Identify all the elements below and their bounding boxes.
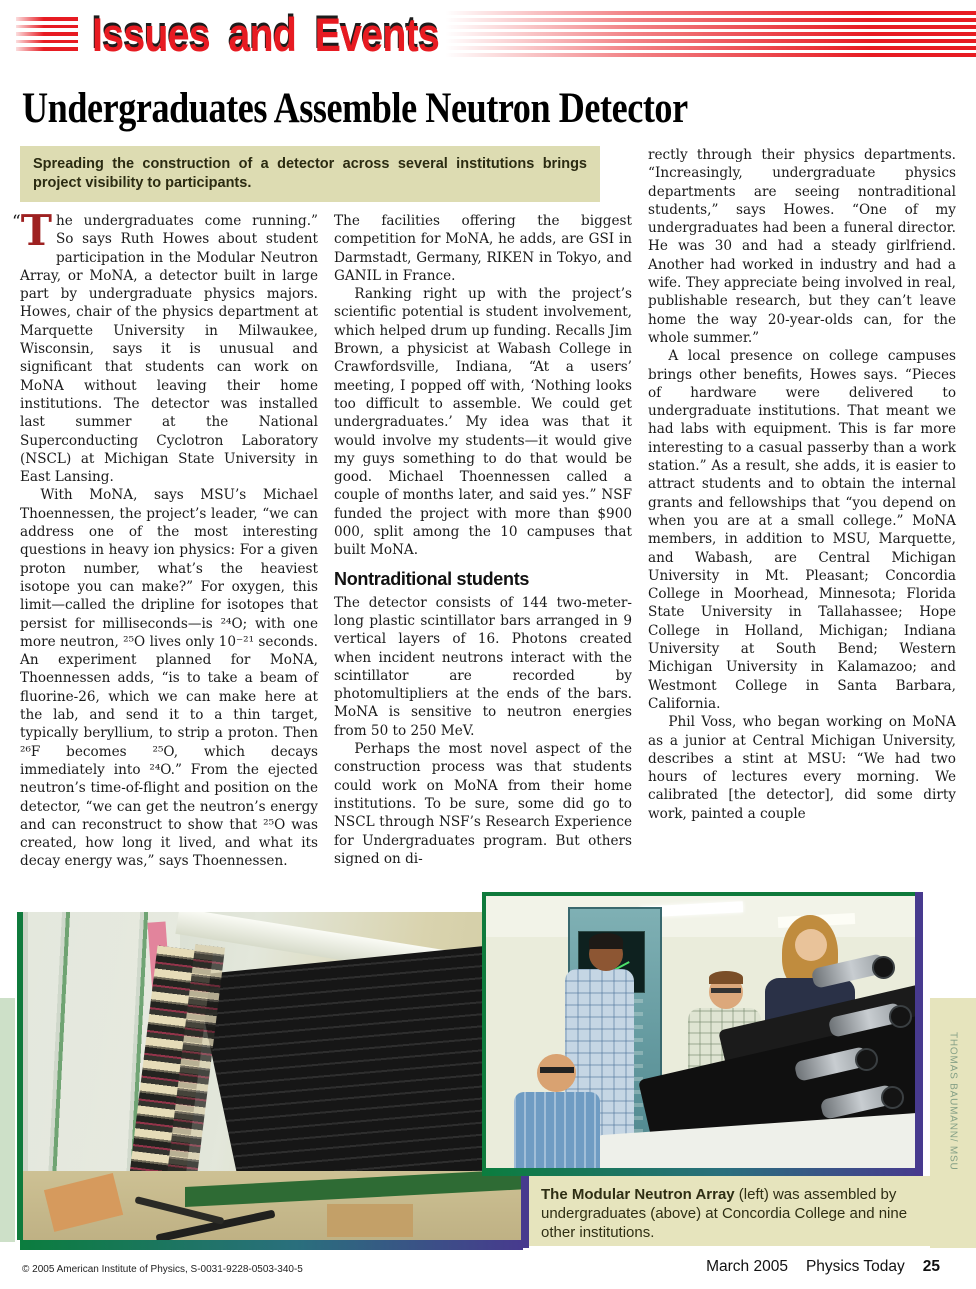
figure-caption-box	[529, 1176, 935, 1246]
photo-bottom-gradient-bar	[20, 1240, 523, 1250]
student-graphic	[711, 988, 741, 993]
paragraph: The detector consists of 144 two-meter-long plastic scintillator bars arranged in 9 vertical layers of 16. Photons created when incident neutrons interact with the scintillator are recorded by photomultipliers at the ends of the bars. MoNA is sensitive to neutron energies from 50 to 250 MeV.	[334, 594, 632, 739]
banner-stripes-left-decoration	[16, 17, 78, 51]
photo-credit-strip	[930, 998, 976, 1248]
paragraph	[12, 206, 318, 486]
left-column-group	[12, 146, 632, 871]
issues-events-banner	[0, 8, 976, 60]
subhead-nontraditional-students: Nontraditional students	[334, 568, 530, 589]
paragraph: With MoNA, says MSU’s Michael Thoennessen, the project’s leader, “we can address one of the most interesting questions in heavy ion physics: For a given proton number, what’s the heaviest isotope you can make?” For oxygen, this limit—called the dripline for isotopes that persist for milliseconds—is ²⁴O; with one more neutron, ²⁵O lives only 10⁻²¹ seconds. An experiment planned for MoNA, Thoennessen adds, “is to take a beam of fluorine-26, which we can make here at the lab, and send it to a thin target, typically beryllium, to strip a proton. Then ²⁶F becomes ²⁵O, which decays immediately into ²⁴O.” From the ejected neutron’s time-of-flight and position on the detector, “we can get the neutron’s energy and can reconstruct to show that ²⁵O was created, how long it lived, and what its decay energy was,” says Thoennessen.	[20, 487, 318, 870]
stripe	[16, 17, 78, 21]
paragraph: Phil Voss, who began working on MoNA as a junior at Central Michigan University, describes a stint at MSU: “We had two hours of lectures every morning. We calibrated [the detector], did some dirty work, painted a couple	[648, 714, 956, 822]
dropcap	[12, 206, 52, 255]
page-edge-green-stripe	[0, 998, 15, 1242]
article-body	[12, 146, 956, 871]
magazine-name: Physics Today	[805, 1258, 905, 1275]
paragraph: A local presence on college campuses brings other benefits, Howes says. “Pieces of hardware were delivered to undergraduate institutions. That meant we had labs with equipment. This is far more interesting to a casual passerby than a work station.” As a result, she adds, it is easier to attract students and to obtain the internal grants and fellowships that “you depend on when you are at a small college.” MoNA members, in addition to MSU, Marquette, and Wabash, are Central Michigan University in Mt. Pleasant; Concordia College in Moorhead, Minnesota; Florida State University in Tallahassee; Hope College in Holland, Michigan; Indiana University at South Bend; Western Michigan University in Kalamazoo; and Westmont College in Santa Barbara, California.	[648, 348, 956, 712]
column-3	[648, 146, 956, 871]
student-graphic	[540, 1067, 574, 1072]
tube-cap-graphic	[889, 1005, 912, 1028]
page-number: 25	[922, 1258, 940, 1275]
mona-detector-photo	[17, 912, 529, 1240]
issue-info	[688, 1258, 940, 1276]
student-graphic	[514, 1092, 600, 1168]
stripe	[445, 39, 976, 43]
stripe	[445, 11, 976, 15]
banner-stripes-right-decoration	[445, 11, 976, 57]
caption-text: (left) was assembled by undergraduates (above) at Concordia College and nine other institutions.	[541, 1186, 908, 1241]
caption-purple-bar	[521, 1176, 529, 1248]
student-graphic	[709, 971, 743, 985]
photo-bottom-gradient-bar	[482, 1168, 923, 1176]
columns-1-2	[12, 206, 632, 871]
detector-stack-graphic	[195, 942, 529, 1181]
paragraph: The facilities offering the biggest competition for MoNA, he adds, are GSI in Darmstadt, Germany, RIKEN in Tokyo, and GANIL in France.	[334, 213, 632, 284]
article-title: Undergraduates Assemble Neutron Detector	[22, 85, 688, 132]
stripe	[16, 32, 78, 36]
stripe	[445, 32, 976, 36]
section-title: Issues and Events	[92, 7, 440, 61]
photo-credit: THOMAS BAUMANN/ MSU	[947, 1032, 959, 1171]
stripe	[445, 46, 976, 50]
dropcap-open-quote: “	[12, 212, 21, 232]
column-2	[334, 212, 632, 871]
paragraph: Perhaps the most novel aspect of the construction process was that students could work on MoNA from their home institutions. To be sure, some did go to NSCL through NSF’s Research Experience for Undergraduates program. But others signed on di-	[334, 741, 632, 867]
stripe	[16, 47, 78, 51]
standfirst: Spreading the construction of a detector across several institutions brings project visibility to participants.	[20, 146, 600, 202]
tube-cap-graphic	[872, 956, 895, 979]
page-footer	[0, 1258, 976, 1284]
wood-block-graphic	[327, 1204, 413, 1237]
copyright-line: © 2005 American Institute of Physics, S-0031-9228-0503-340-5	[22, 1264, 303, 1275]
photo-right-purple-bar	[915, 892, 923, 1176]
paragraph: Ranking right up with the project’s scientific potential is student involvement, which helped drum up funding. Recalls Jim Brown, a physicist at Wabash College in Crawfordsville, Indiana, “At a users’ meeting, I popped off with, ‘Nothing looks too difficult to assemble. We could get undergraduates.’ My idea was that it would involve my students—it would give my guys something to do that would be good. Michael Thoennessen called a couple of months later, and said yes.” NSF funded the project with more than $900 000, split among the 10 campuses that built MoNA.	[334, 286, 632, 559]
tube-cap-graphic	[855, 1048, 878, 1071]
paragraph-text: he undergraduates come running.” So says Ruth Howes about student participation in the Modular Neutron Array, or MoNA, a detector built in large part by undergraduate physics majors. Howes, chair of the physics department at Marquette University in Milwaukee, Wisconsin, says it is unusual and significant that students can work on MoNA without leaving their home institutions. The detector was installed last summer at the National Superconducting Cyclotron Laboratory (NSCL) at Michigan State University in East Lansing.	[20, 213, 318, 486]
stripe	[16, 25, 78, 29]
column-1	[12, 206, 318, 871]
stripe	[445, 18, 976, 22]
student-graphic	[589, 933, 623, 949]
paragraph: rectly through their physics departments. “Increasingly, undergraduate physics departments are seeing nontraditional students,” says Howes. “One of my undergraduates had been a funeral director. He was 30 and had a steady girlfriend. Another had worked in industry and had a wife. They appreciate being involved in real, publishable research, but they can’t leave home the way 20-year-olds can, for the whole summer.”	[648, 147, 956, 346]
students-photo	[482, 892, 915, 1168]
stripe	[445, 53, 976, 57]
dropcap-letter: T	[20, 206, 52, 255]
tube-cap-graphic	[881, 1086, 904, 1109]
caption-bold-text: The Modular Neutron Array	[541, 1186, 735, 1203]
figure-area	[0, 890, 976, 1256]
stripe	[16, 40, 78, 44]
stripe	[445, 25, 976, 29]
figure-caption	[529, 1176, 935, 1251]
issue-date: March 2005	[706, 1258, 788, 1275]
student-graphic	[795, 929, 827, 961]
student-graphic	[537, 1054, 576, 1093]
